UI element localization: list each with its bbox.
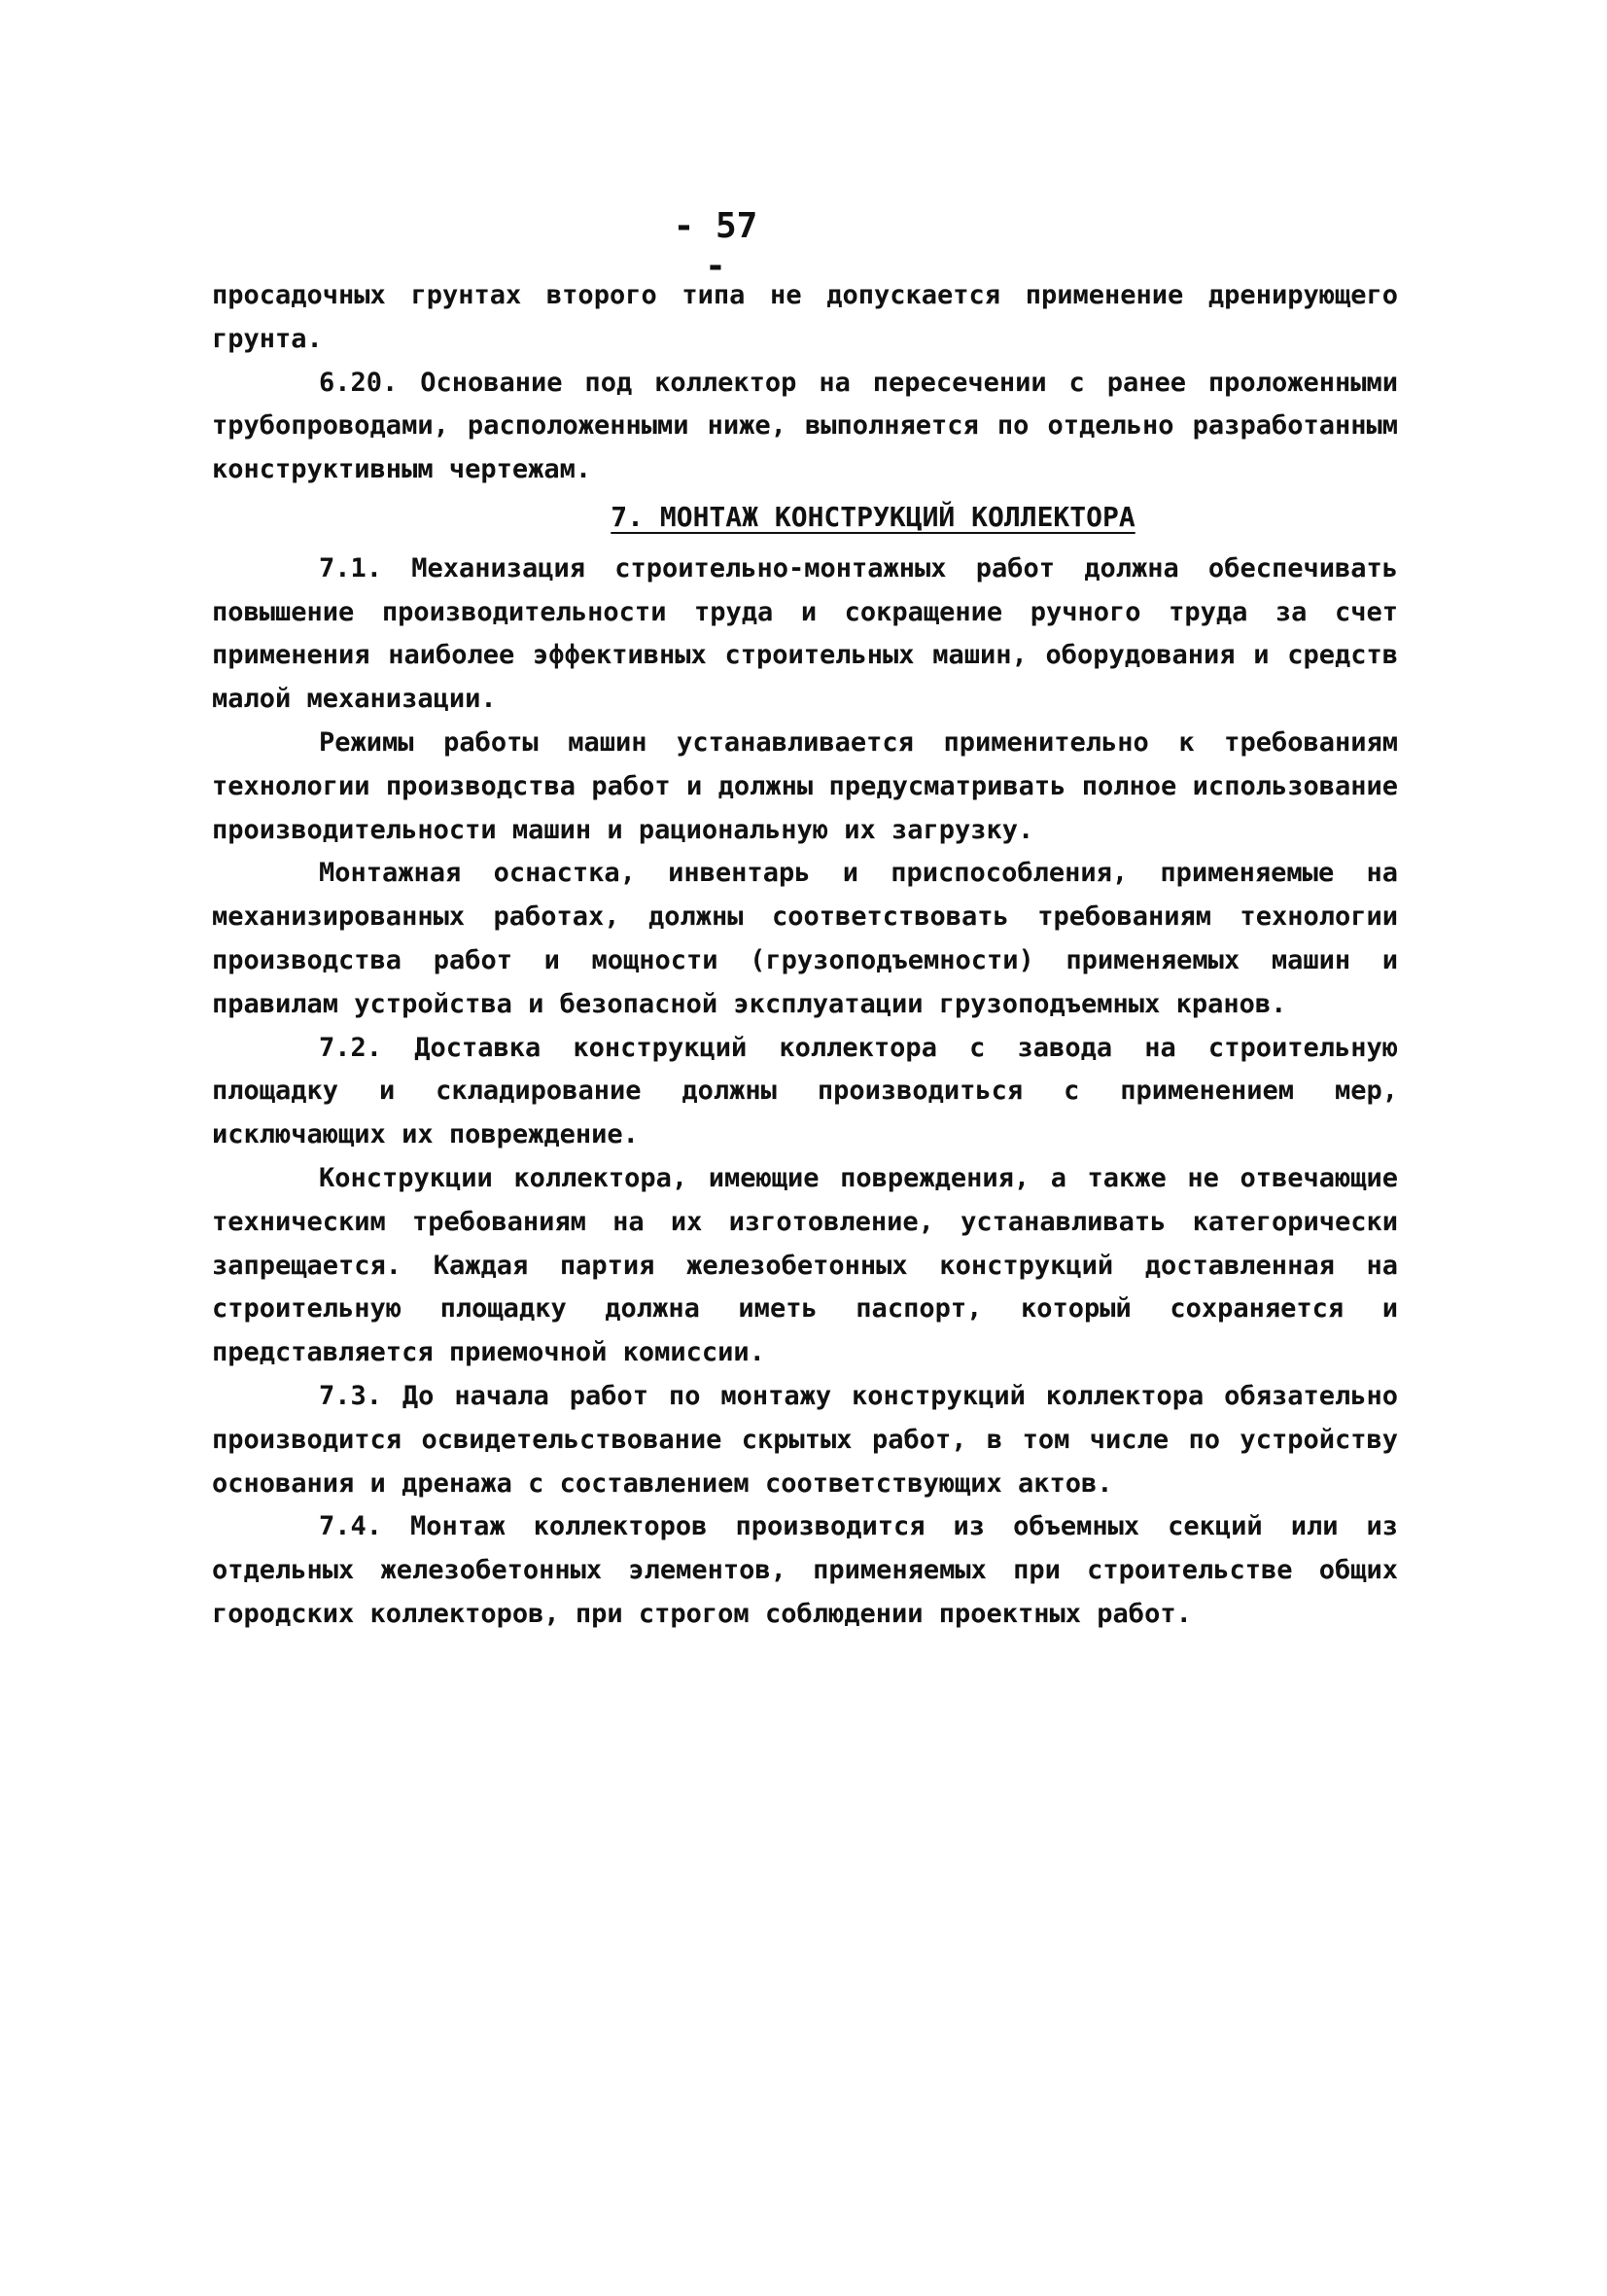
page-number: - 57 - [673,206,758,286]
paragraph-damaged-structures: Конструкции коллектора, имеющие повреждения, а также не отвечающие техническим требованиям на их изготовление, устанавливать категорически запрещается. Каждая партия железобетонных конструкций доставленная на строительную площадку должна иметь паспорт, который сохраняется и представляется приемочной комиссии. [212,1162,1398,1368]
paragraph-machine-regimes: Режимы работы машин устанавливается применительно к требованиям технологии производства работ и должны предусматривать полное использование производительности машин и рациональную их загрузку. [212,726,1398,845]
paragraph-7-4: 7.4. Монтаж коллекторов производится из объемных секций или из отдельных железобетонных элементов, применяемых при строительстве общих городских коллекторов, при строгом соблюдении проектных работ. [212,1511,1398,1629]
body-text [212,274,1398,1637]
paragraph-continuation: просадочных грунтах второго типа не допускается применение дренирующего грунта. [212,280,1398,354]
paragraph-7-1: 7.1. Механизация строительно-монтажных работ должна обеспечивать повышение производительности труда и сокращение ручного труда за счет применения наиболее эффективных строительных машин, оборудования и средств малой механизации. [212,552,1398,715]
paragraph-7-2: 7.2. Доставка конструкций коллектора с завода на строительную площадку и складирование должны производиться с применением мер, исключающих их повреждение. [212,1032,1398,1150]
paragraph-rigging: Монтажная оснастка, инвентарь и приспособления, применяемые на механизированных работах, должны соответствовать требованиям технологии производства работ и мощности (грузоподъемности) применяемых машин и правилам устройства и безопасной эксплуатации грузоподъемных кранов. [212,858,1398,1019]
section-heading [212,496,1398,540]
paragraph-7-3: 7.3. До начала работ по монтажу конструкций коллектора обязательно производится освидетельствование скрытых работ, в том числе по устройству основания и дренажа с составлением соответствующих актов. [212,1380,1398,1499]
paragraph-6-20: 6.20. Основание под коллектор на пересечении с ранее проложенными трубопроводами, расположенными ниже, выполняется по отдельно разработанным конструктивным чертежам. [212,367,1398,485]
section-heading-text: 7. МОНТАЖ КОНСТРУКЦИЙ КОЛЛЕКТОРА [611,500,1135,533]
